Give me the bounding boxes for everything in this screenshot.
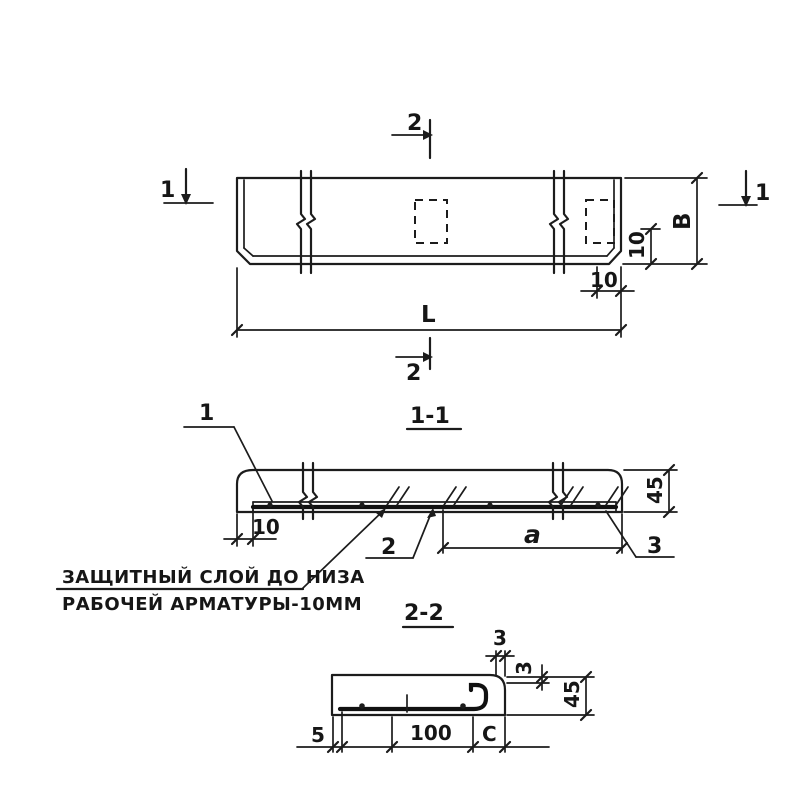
dim-label-a: a [524,520,541,549]
callout-label: 2 [381,535,397,560]
dim-L [232,267,626,337]
plan-opening-center [415,200,447,243]
callout-label: 1 [199,401,215,426]
break-line [307,171,315,273]
section-marker-1-left [160,169,213,205]
section-marker-2-top [392,111,433,158]
dim-label-5: 5 [311,723,325,747]
break-line [549,463,557,519]
section-1-1-view [184,401,677,560]
plan-opening-right [586,200,614,243]
callout-1 [184,401,272,501]
callout-2 [366,508,436,560]
section-title: 2-2 [404,601,444,626]
dim-label-10: 10 [625,231,649,259]
dim-label-B: B [670,212,696,230]
dim-label-C: С [482,722,497,746]
dim-10-side [625,224,660,269]
break-line [550,171,558,273]
section-marker-label: 1 [755,181,771,206]
section-marker-label: 1 [160,178,176,203]
dim-label-100: 100 [410,721,452,745]
note-line-1: ЗАЩИТНЫЙ СЛОЙ ДО НИЗА [62,567,365,588]
dim-3-right [507,661,549,690]
dim-45 [624,465,677,517]
dim-label-10: 10 [252,515,280,539]
break-line [560,171,568,273]
break-line [297,171,305,273]
section-marker-label: 2 [406,361,422,386]
plan-view [160,111,770,386]
dim-label-L: L [421,302,436,328]
break-line [299,463,307,519]
section-marker-1-right [719,171,770,207]
dim-10-end [224,510,280,546]
callout-3 [606,511,674,559]
dim-a [438,510,627,553]
callout-label: 3 [647,534,663,559]
dim-3-top [486,626,514,676]
break-line [559,463,567,519]
note-line-2: РАБОЧЕЙ АРМАТУРЫ-10ММ [62,594,363,615]
dim-label-10: 10 [590,268,618,292]
dim-label-3: 3 [493,626,507,650]
dim-10-bottom [581,267,634,298]
dim-label-45: 45 [643,476,667,504]
section-marker-2-bottom [396,338,433,386]
protective-layer-note [57,508,386,615]
break-line [309,463,317,519]
dim-label-3: 3 [512,661,536,675]
section-2-2-view [297,601,594,752]
dim-label-45: 45 [560,680,584,708]
section-marker-label: 2 [407,111,423,136]
section-title: 1-1 [410,404,450,429]
dim-45-right [507,672,594,720]
dim-bottom-row [297,712,549,752]
